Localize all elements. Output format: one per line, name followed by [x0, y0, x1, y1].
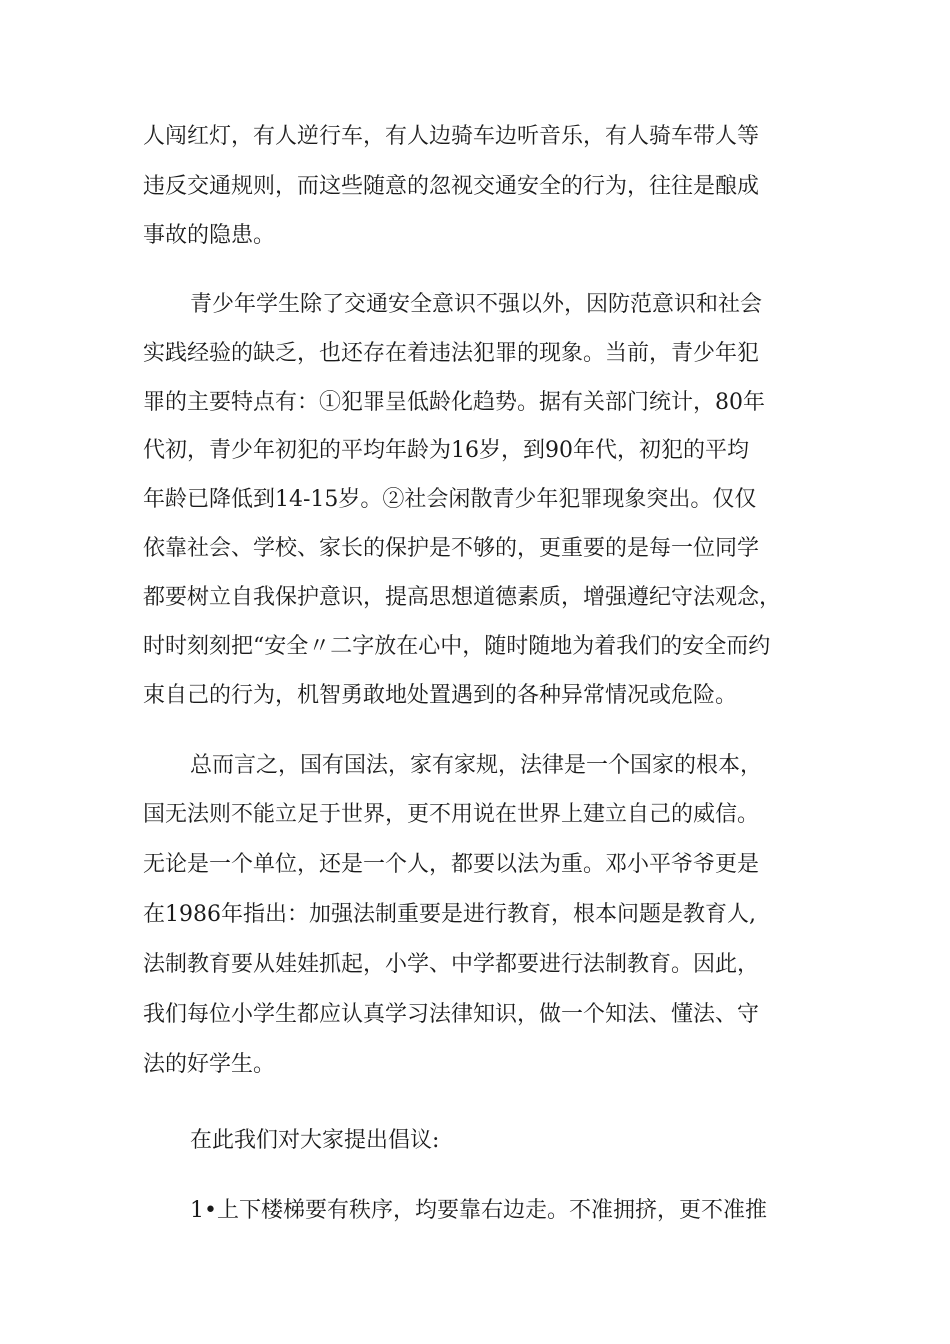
text-line: 法的好学生。 [143, 1052, 276, 1077]
text-line: 我们每位小学生都应认真学习法律知识，做一个知法、懂法、守 [143, 1002, 760, 1027]
text-line: 时时刻刻把“安全〃二字放在心中，随时随地为着我们的安全而约 [143, 634, 771, 659]
text-line: 总而言之，国有国法，家有家规，法律是一个国家的根本， [190, 753, 763, 778]
text-line: 年龄已降低到14-15岁。②社会闲散青少年犯罪现象突出。仅仅 [143, 487, 757, 512]
text-line: 代初，青少年初犯的平均年龄为16岁，到90年代，初犯的平均 [143, 438, 749, 463]
text-line: 罪的主要特点有：①犯罪呈低龄化趋势。据有关部门统计，80年 [143, 390, 765, 415]
text-line: 无论是一个单位，还是一个人，都要以法为重。邓小平爷爷更是 [143, 852, 760, 877]
text-line: 都要树立自我保护意识，提高思想道德素质，增强遵纪守法观念， [143, 585, 782, 610]
text-line: 1•上下楼梯要有秩序，均要靠右边走。不准拥挤，更不准推 [190, 1198, 767, 1223]
text-line: 在1986年指出：加强法制重要是进行教育，根本问题是教育人, [143, 902, 756, 927]
text-line: 人闯红灯，有人逆行车，有人边骑车边听音乐，有人骑车带人等 [143, 124, 760, 149]
text-line: 国无法则不能立足于世界，更不用说在世界上建立自己的威信。 [143, 802, 760, 827]
text-line: 依靠社会、学校、家长的保护是不够的，更重要的是每一位同学 [143, 536, 760, 561]
text-line: 实践经验的缺乏，也还存在着违法犯罪的现象。当前，青少年犯 [143, 341, 760, 366]
text-line: 青少年学生除了交通安全意识不强以外，因防范意识和社会 [190, 292, 763, 317]
text-line: 法制教育要从娃娃抓起，小学、中学都要进行法制教育。因此， [143, 952, 760, 977]
text-line: 事故的隐患。 [143, 223, 276, 248]
text-line: 违反交通规则，而这些随意的忽视交通安全的行为，往往是酿成 [143, 174, 760, 199]
text-line: 束自己的行为，机智勇敢地处置遇到的各种异常情况或危险。 [143, 683, 738, 708]
text-line: 在此我们对大家提出倡议: [190, 1128, 440, 1153]
